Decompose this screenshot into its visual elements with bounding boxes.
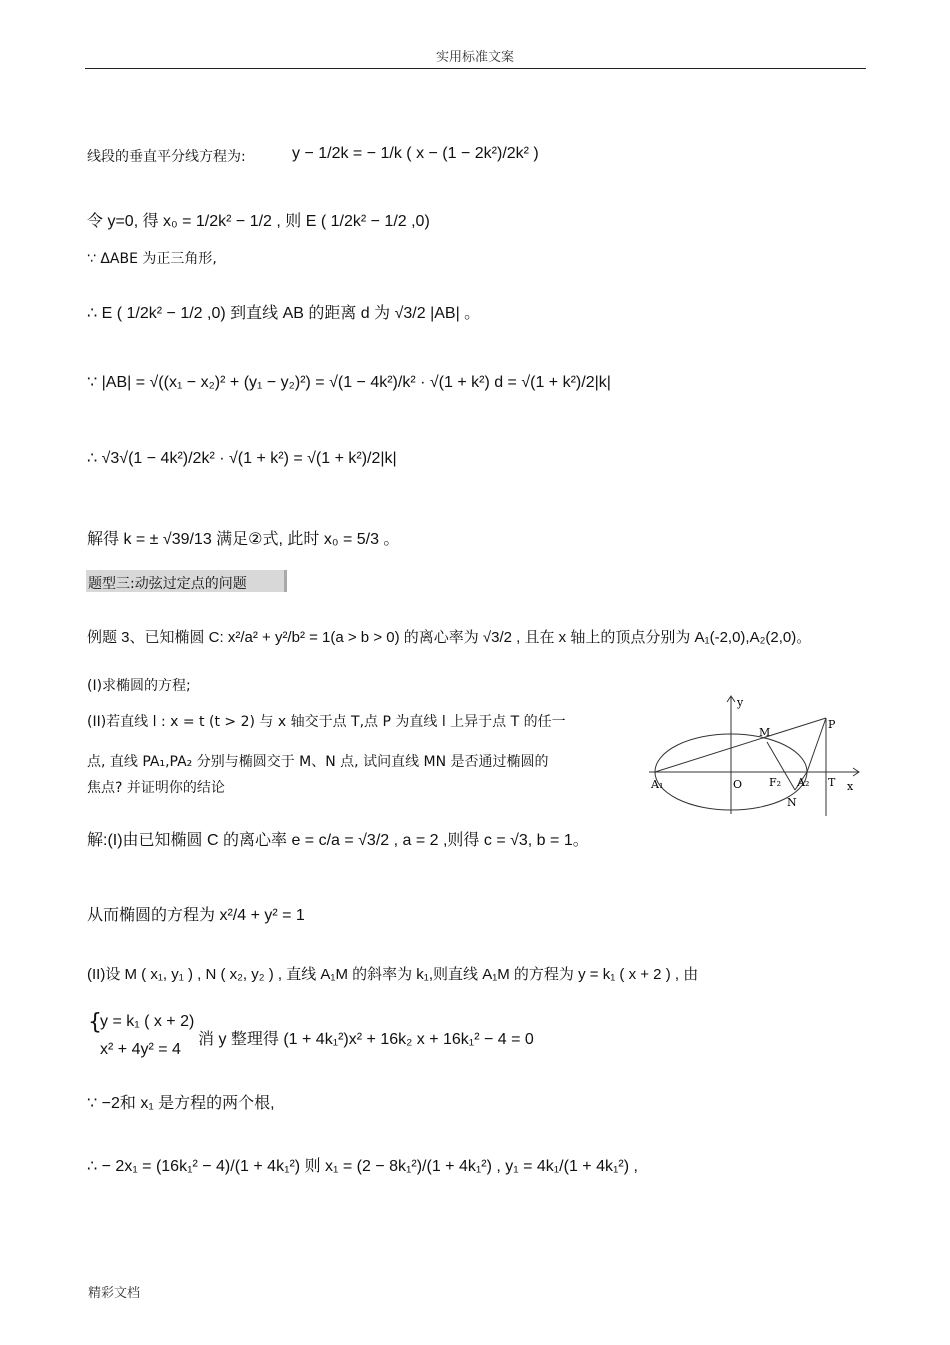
ellipse-figure: [647, 694, 865, 816]
label-n: N: [787, 796, 797, 809]
section-heading: 题型三:动弦过定点的问题: [88, 576, 247, 592]
solution-3: (II)设 M ( x₁, y₁ ) , N ( x₂, y₂ ) , 直线 A₁M 的斜率为 k₁,则直线 A₁M 的方程为 y = k₁ ( x + 2 ) , 由: [87, 966, 699, 983]
final-line: ∴ − 2x₁ = (16k₁² − 4)/(1 + 4k₁²) 则 x₁ = (2 − 8k₁²)/(1 + 4k₁²) , y₁ = 4k₁/(1 + 4k₁²) ,: [87, 1158, 638, 1175]
label-a1: A₁: [651, 778, 664, 791]
question-2-line-b: 点, 直线 PA₁,PA₂ 分别与椭圆交于 M、N 点, 试问直线 MN 是否通过椭圆的: [87, 754, 549, 770]
line-1-equation: y − 1/2k = − 1/k ( x − (1 − 2k²)/2k² ): [292, 145, 539, 162]
line-7: 解得 k = ± √39/13 满足②式, 此时 x₀ = 5/3 。: [87, 531, 400, 548]
question-1: (I)求椭圆的方程;: [87, 678, 191, 694]
roots-line: ∵ −2和 x₁ 是方程的两个根,: [87, 1095, 275, 1112]
label-t: T: [828, 776, 836, 789]
label-origin: O: [733, 778, 743, 791]
solution-2: 从而椭圆的方程为 x²/4 + y² = 1: [87, 907, 305, 924]
example-3: 例题 3、已知椭圆 C: x²/a² + y²/b² = 1(a > b > 0) 的离心率为 √3/2 , 且在 x 轴上的顶点分别为 A₁(-2,0),A₂(2,0)。: [87, 629, 812, 646]
system-eq-1: y = k₁ ( x + 2): [100, 1013, 195, 1030]
line-1-label: 线段的垂直平分线方程为:: [87, 149, 246, 165]
line-6: ∴ √3√(1 − 4k²)/2k² · √(1 + k²) = √(1 + k²)/2|k|: [87, 450, 397, 467]
line-4: ∴ E ( 1/2k² − 1/2 ,0) 到直线 AB 的距离 d 为 √3/2 |AB| 。: [87, 305, 481, 322]
label-f2: F₂: [769, 776, 782, 789]
system-eq-2: x² + 4y² = 4: [100, 1041, 181, 1058]
label-p: P: [828, 718, 836, 731]
question-2-line-a: (II)若直线 l : x = t (t > 2) 与 x 轴交于点 T,点 P 为直线 l 上异于点 T 的任一: [87, 714, 566, 730]
header-rule: [85, 68, 866, 69]
system-brace: {: [88, 1010, 102, 1035]
label-a2: A₂: [797, 776, 810, 789]
page-header: 实用标准文案: [435, 50, 514, 65]
line-2: 令 y=0, 得 x₀ = 1/2k² − 1/2 , 则 E ( 1/2k² − 1/2 ,0): [87, 213, 430, 230]
label-y: y: [737, 696, 744, 709]
label-x: x: [847, 780, 854, 793]
label-m: M: [759, 726, 771, 739]
question-2-line-c: 焦点? 并证明你的结论: [87, 780, 225, 796]
line-pa2: [807, 718, 826, 772]
line-pa1: [655, 718, 826, 772]
system-result: 消 y 整理得 (1 + 4k₁²)x² + 16k₂ x + 16k₁² − 4 = 0: [198, 1031, 534, 1048]
line-5: ∵ |AB| = √((x₁ − x₂)² + (y₁ − y₂)²) = √(1 − 4k²)/k² · √(1 + k²) d = √(1 + k²)/2|k|: [87, 374, 611, 391]
heading-highlight-edge: [284, 570, 287, 592]
line-3: ∵ ΔABE 为正三角形,: [87, 251, 217, 267]
solution-1: 解:(I)由已知椭圆 C 的离心率 e = c/a = √3/2 , a = 2 ,则得 c = √3, b = 1。: [87, 832, 589, 849]
page-footer: 精彩文档: [88, 1286, 141, 1301]
